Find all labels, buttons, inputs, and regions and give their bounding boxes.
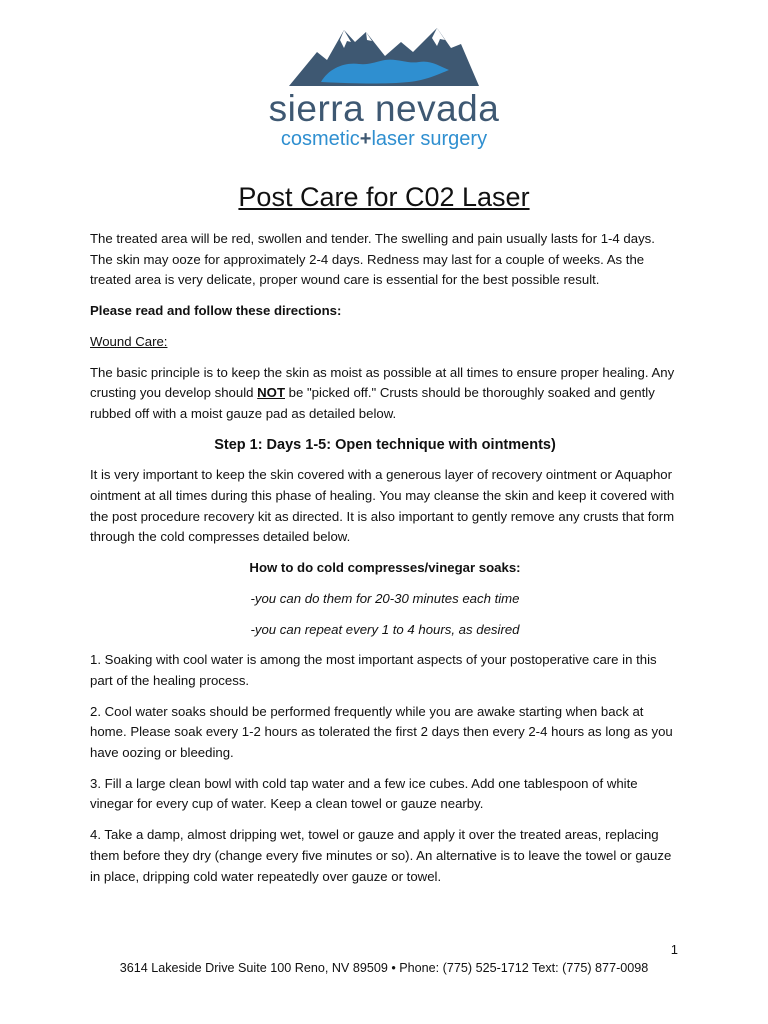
not-emphasis: NOT: [257, 385, 285, 401]
instruction-step-4: 4. Take a damp, almost dripping wet, towel or gauze and apply it over the treated areas, replacing them before they dry (change every five minutes or so). An alternative is to leave the towel or gauze in place, dripping cold water repeatedly over gauze or towel.: [90, 827, 672, 884]
compress-heading: How to do cold compresses/vinegar soaks:: [249, 560, 521, 576]
instruction-step-3: 3. Fill a large clean bowl with cold tap water and a few ice cubes. Add one tablespoon of white vinegar for every cup of water. Keep a clean towel or gauze nearby.: [90, 775, 638, 812]
compress-note-2: -you can repeat every 1 to 4 hours, as desired: [250, 621, 520, 637]
tagline-plus: +: [359, 128, 372, 150]
logo: [0, 22, 768, 150]
page-number: 1: [670, 942, 678, 957]
wound-care-text-1: The basic principle is to keep the skin as moist as possible at all times to ensure proper healing. Any crusting you develop should: [90, 364, 675, 401]
page-title: Post Care for C02 Laser: [238, 182, 530, 212]
tagline-part1: cosmetic: [280, 128, 360, 150]
footer-address: 3614 Lakeside Drive Suite 100 Reno, NV 89509 • Phone: (775) 525-1712 Text: (775) 877-0098: [119, 961, 649, 975]
brand-tagline: [0, 128, 768, 150]
wound-care-label: Wound Care:: [90, 333, 168, 349]
step1-heading: Step 1: Days 1-5: Open technique with ointments): [214, 436, 556, 453]
directions-heading: Please read and follow these directions:: [90, 303, 342, 319]
step1-paragraph: It is very important to keep the skin covered with a generous layer of recovery ointment or Aquaphor ointment at all times during this phase of healing. You may cleanse the skin and keep it covered with the post procedure recovery kit as directed. It is also important to gently remove any crusts that form through the cold compresses detailed below.: [90, 467, 675, 545]
mountain-logo-icon: [289, 22, 479, 88]
document-body: [90, 229, 680, 897]
brand-name: sierra nevada: [268, 88, 500, 129]
intro-paragraph: The treated area will be red, swollen and tender. The swelling and pain usually lasts for 1-4 days. The skin may ooze for approximately 2-4 days. Redness may last for a couple of weeks. As the treated area is very delicate, proper wound care is essential for the best possible result.: [90, 231, 655, 288]
instruction-step-1: 1. Soaking with cool water is among the most important aspects of your postoperative care in this part of the healing process.: [90, 652, 657, 688]
tagline-part2: laser surgery: [371, 128, 488, 150]
wound-care-paragraph: [90, 363, 680, 425]
wound-care-text-2: be "picked off." Crusts should be thoroughly soaked and gently rubbed off with a moist gauze pad as detailed below.: [90, 385, 655, 421]
compress-note-1: -you can do them for 20-30 minutes each time: [250, 590, 520, 606]
instruction-step-2: 2. Cool water soaks should be performed frequently while you are awake starting when back at home. Please soak every 1-2 hours as tolerated the first 2 days then every 2-4 hours as long as you have oozing or bleeding.: [90, 703, 673, 761]
